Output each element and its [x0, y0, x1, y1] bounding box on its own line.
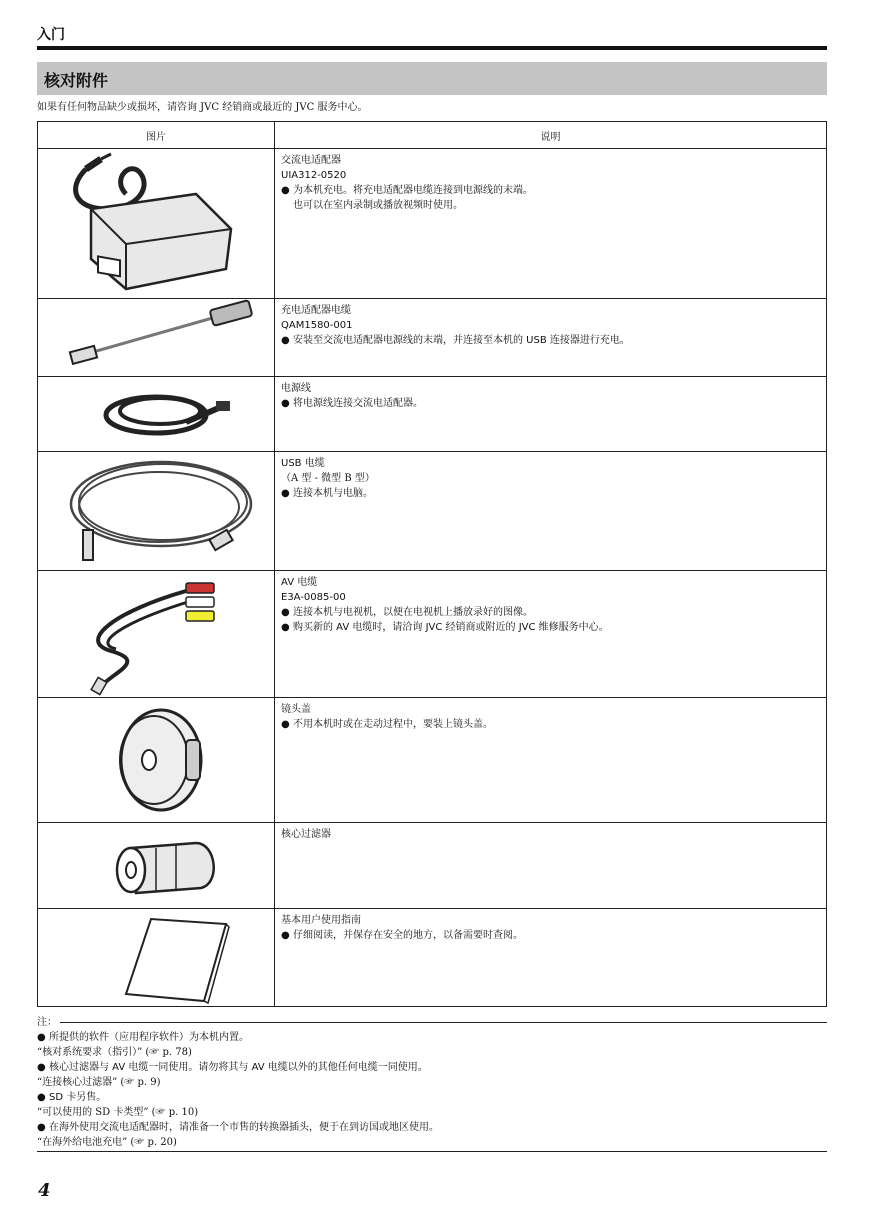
page-number: 4 — [38, 1180, 51, 1201]
core-filter-icon — [56, 823, 256, 907]
bullet-icon: ● — [37, 1092, 46, 1103]
item-name: 电源线 — [281, 383, 311, 394]
item-model: （A 型 - 微型 B 型） — [281, 473, 375, 484]
lens-cap-icon — [56, 698, 256, 821]
description-cell — [275, 823, 827, 909]
bullet-item — [281, 620, 820, 635]
bullet-text: 仔细阅读，并保存在安全的地方，以备需要时查阅。 — [293, 930, 523, 941]
column-header-picture: 图片 — [38, 122, 275, 149]
item-name: 核心过滤器 — [281, 829, 331, 840]
bullet-icon: ● — [281, 488, 290, 499]
note-item — [37, 1060, 827, 1075]
description-cell — [275, 149, 827, 299]
bullet-icon: ● — [281, 622, 290, 633]
bullet-text: 连接本机与电脑。 — [293, 488, 373, 499]
bullet-item — [281, 605, 820, 620]
note-text: 核心过滤器与 AV 电缆一同使用。请勿将其与 AV 电缆以外的其他任何电缆一同使用。 — [49, 1062, 428, 1073]
user-guide-icon — [56, 909, 256, 1005]
bullet-text: 购买新的 AV 电缆时，请洽询 JVC 经销商或附近的 JVC 维修服务中心。 — [293, 622, 609, 633]
description-cell — [275, 909, 827, 1007]
note-reference-link[interactable]: “核对系统要求（指引）” (☞ p. 78) — [37, 1047, 192, 1058]
table-row — [38, 452, 827, 571]
intro-text: 如果有任何物品缺少或损坏，请咨询 JVC 经销商或最近的 JVC 服务中心。 — [37, 102, 368, 113]
bullet-text: 连接本机与电视机，以便在电视机上播放录好的图像。 — [293, 607, 533, 618]
picture-cell — [38, 377, 275, 452]
note-reference-link[interactable]: “在海外给电池充电” (☞ p. 20) — [37, 1137, 177, 1148]
bullet-continuation: 也可以在室内录制或播放视频时使用。 — [293, 200, 463, 211]
bullet-icon: ● — [281, 398, 290, 409]
picture-cell — [38, 823, 275, 909]
note-text: SD 卡另售。 — [49, 1092, 107, 1103]
picture-cell — [38, 149, 275, 299]
table-row — [38, 299, 827, 377]
item-name: USB 电缆 — [281, 458, 325, 469]
item-name: 充电适配器电缆 — [281, 305, 351, 316]
note-reference-link[interactable]: “可以使用的 SD 卡类型” (☞ p. 10) — [37, 1107, 199, 1118]
bullet-text: 安装至交流电适配器电源线的末端，并连接至本机的 USB 连接器进行充电。 — [293, 335, 630, 346]
bullet-text: 不用本机时或在走动过程中，要装上镜头盖。 — [293, 719, 493, 730]
picture-cell — [38, 299, 275, 377]
table-header-row — [38, 122, 827, 149]
item-model: UIA312-0520 — [281, 170, 347, 181]
bullet-icon: ● — [281, 719, 290, 730]
bullet-icon: ● — [37, 1122, 46, 1133]
note-reference-link[interactable]: “连接核心过滤器” (☞ p. 9) — [37, 1077, 161, 1088]
section-header — [37, 26, 827, 50]
item-name: 基本用户使用指南 — [281, 915, 361, 926]
bullet-icon: ● — [37, 1032, 46, 1043]
item-name: 交流电适配器 — [281, 155, 341, 166]
power-cord-icon — [56, 377, 256, 449]
adapter-cable-icon — [56, 299, 256, 375]
page-title: 核对附件 — [44, 71, 109, 90]
accessories-table — [37, 121, 827, 1007]
notes-label: 注： — [37, 1017, 57, 1028]
picture-cell — [38, 452, 275, 571]
bullet-item — [281, 928, 820, 943]
description-cell — [275, 377, 827, 452]
description-cell — [275, 698, 827, 823]
bullet-item — [281, 333, 820, 348]
picture-cell — [38, 698, 275, 823]
section-rule — [37, 46, 827, 50]
bullet-item — [281, 486, 820, 501]
table-row — [38, 823, 827, 909]
note-item — [37, 1120, 827, 1135]
av-cable-icon — [56, 571, 256, 696]
table-row — [38, 698, 827, 823]
table-row — [38, 149, 827, 299]
bullet-text: 将电源线连接交流电适配器。 — [293, 398, 423, 409]
picture-cell — [38, 571, 275, 698]
bullet-text: 为本机充电。将充电适配器电缆连接到电源线的末端。 — [293, 185, 533, 196]
bullet-icon: ● — [281, 185, 290, 196]
item-name: 镜头盖 — [281, 704, 311, 715]
table-row — [38, 377, 827, 452]
notes-bottom-rule — [37, 1151, 827, 1152]
item-model: E3A-0085-00 — [281, 592, 346, 603]
bullet-icon: ● — [281, 607, 290, 618]
picture-cell — [38, 909, 275, 1007]
note-text: 所提供的软件（应用程序软件）为本机内置。 — [49, 1032, 249, 1043]
column-header-description: 说明 — [275, 122, 827, 149]
note-item — [37, 1030, 827, 1045]
bullet-icon: ● — [281, 335, 290, 346]
table-row — [38, 571, 827, 698]
notes-rule — [60, 1022, 827, 1023]
ac-adapter-icon — [56, 149, 256, 297]
usb-cable-icon — [51, 452, 261, 569]
bullet-icon: ● — [281, 930, 290, 941]
note-text: 在海外使用交流电适配器时，请准备一个市售的转换器插头，便于在到访国或地区使用。 — [49, 1122, 439, 1133]
item-model: QAM1580-001 — [281, 320, 353, 331]
table-row — [38, 909, 827, 1007]
description-cell — [275, 299, 827, 377]
description-cell — [275, 571, 827, 698]
bullet-item — [281, 396, 820, 411]
description-cell — [275, 452, 827, 571]
title-bar — [37, 62, 827, 95]
bullet-icon: ● — [37, 1062, 46, 1073]
item-name: AV 电缆 — [281, 577, 318, 588]
bullet-item — [281, 717, 820, 732]
note-item — [37, 1090, 827, 1105]
bullet-item — [281, 183, 820, 198]
notes-section — [37, 1015, 827, 1152]
notes-header — [37, 1015, 827, 1030]
section-label: 入门 — [37, 27, 65, 43]
